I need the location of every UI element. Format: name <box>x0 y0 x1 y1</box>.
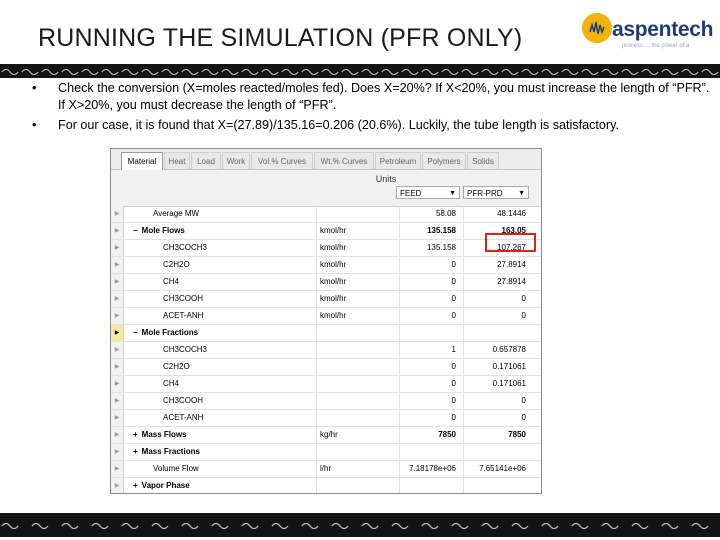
pfr-prd-value-cell: 0 <box>463 410 529 426</box>
pfr-prd-value-cell <box>463 478 529 494</box>
row-selector-icon[interactable]: ▶ <box>111 257 124 273</box>
unit-cell <box>316 376 400 392</box>
pfr-prd-value-cell: 107.267 <box>463 240 529 256</box>
expand-icon[interactable]: + <box>133 447 138 456</box>
table-row[interactable] <box>111 393 541 410</box>
table-row[interactable] <box>111 444 541 461</box>
row-selector-icon[interactable]: ▶ <box>111 393 124 409</box>
pfr-prd-value-cell: 0 <box>463 308 529 324</box>
decorative-band-bottom <box>0 513 720 537</box>
tab-material[interactable]: Material <box>121 152 163 170</box>
slide-title: RUNNING THE SIMULATION (PFR ONLY) <box>38 24 523 52</box>
table-row[interactable] <box>111 206 541 223</box>
tab-wt-curves[interactable]: Wt.% Curves <box>314 152 374 169</box>
property-name-text: Volume Flow <box>153 464 199 473</box>
pfr-prd-value-cell: 0.657878 <box>463 342 529 358</box>
property-name-text: C2H2O <box>163 362 190 371</box>
feed-value-cell: 0 <box>399 410 459 426</box>
row-selector-icon[interactable]: ▶ <box>111 308 124 324</box>
row-selector-icon[interactable]: ▶ <box>111 359 124 375</box>
row-selector-icon[interactable]: ▶ <box>111 342 124 358</box>
bullet-list <box>32 80 716 137</box>
property-name-cell <box>133 376 343 392</box>
unit-cell: kmol/hr <box>316 291 400 307</box>
row-selector-icon[interactable]: ▶ <box>111 478 124 494</box>
table-row[interactable] <box>111 274 541 291</box>
unit-cell <box>316 342 400 358</box>
table-row[interactable] <box>111 223 541 240</box>
logo-text: aspentech <box>612 18 714 41</box>
feed-value-cell <box>399 444 459 460</box>
feed-stream-label: FEED <box>400 189 422 198</box>
logo-tagline: process ... the power of a <box>622 43 690 49</box>
table-row[interactable] <box>111 240 541 257</box>
property-name-text: Mass Flows <box>141 430 187 439</box>
row-selector-icon[interactable]: ▶ <box>111 410 124 426</box>
property-name-text: Average MW <box>153 209 200 218</box>
property-name-cell <box>133 427 313 443</box>
row-selector-icon[interactable]: ▶ <box>111 444 124 460</box>
unit-cell: kmol/hr <box>316 274 400 290</box>
collapse-icon[interactable]: − <box>133 226 138 235</box>
property-name-cell <box>133 325 313 341</box>
unit-cell <box>316 478 400 494</box>
feed-value-cell: 0 <box>399 393 459 409</box>
pfr-prd-value-cell: 27.8914 <box>463 257 529 273</box>
pfr-prd-stream-selector[interactable] <box>463 186 529 199</box>
pfr-prd-value-cell: 0.171061 <box>463 376 529 392</box>
tab-vol-curves[interactable]: Vol.% Curves <box>251 152 313 169</box>
property-name-text: Vapor Phase <box>141 481 190 490</box>
property-name-text: CH3COCH3 <box>163 345 208 354</box>
tab-heat[interactable]: Heat <box>164 152 190 169</box>
property-name-cell <box>133 206 333 222</box>
row-selector-icon[interactable]: ▶ <box>111 206 124 222</box>
pfr-prd-value-cell <box>463 444 529 460</box>
property-name-cell <box>133 410 343 426</box>
feed-value-cell: 0 <box>399 274 459 290</box>
bullet-marker: • <box>32 118 37 132</box>
dropdown-arrow-icon: ▼ <box>518 190 525 197</box>
unit-cell: l/hr <box>316 461 400 477</box>
bullet-item <box>32 117 716 134</box>
property-name-text: CH3COCH3 <box>163 243 208 252</box>
table-row[interactable] <box>111 359 541 376</box>
property-name-cell <box>133 291 343 307</box>
property-name-cell <box>133 393 343 409</box>
table-row[interactable] <box>111 427 541 444</box>
logo-wave-icon <box>582 13 612 43</box>
row-selector-icon[interactable]: ▶ <box>111 291 124 307</box>
unit-cell <box>316 206 400 222</box>
row-selector-icon[interactable]: ▶ <box>111 461 124 477</box>
property-name-text: CH4 <box>163 277 180 286</box>
results-tab-bar <box>111 149 541 170</box>
property-name-cell <box>133 308 343 324</box>
property-name-cell <box>133 359 343 375</box>
feed-value-cell: 7850 <box>399 427 459 443</box>
tab-petroleum[interactable]: Petroleum <box>375 152 421 169</box>
property-name-text: CH3COOH <box>163 294 204 303</box>
unit-cell: kg/hr <box>316 427 400 443</box>
feed-value-cell: 7.18178e+06 <box>399 461 459 477</box>
unit-cell <box>316 410 400 426</box>
table-row[interactable] <box>111 257 541 274</box>
property-name-cell <box>133 444 313 460</box>
bullet-text: Check the conversion (X=moles reacted/moles fed). Does X=20%? If X<20%, you must increase the length of “PFR”. If X>20%, you must decrease the length of “PFR”. <box>58 81 710 112</box>
property-name-text: Mole Flows <box>141 226 185 235</box>
row-selector-icon[interactable]: ▶ <box>111 376 124 392</box>
row-selector-active-icon[interactable]: ▶ <box>111 325 124 341</box>
unit-cell: kmol/hr <box>316 223 400 239</box>
expand-icon[interactable]: + <box>133 430 138 439</box>
bullet-item <box>32 80 716 114</box>
unit-cell: kmol/hr <box>316 257 400 273</box>
table-row[interactable] <box>111 410 541 427</box>
property-name-cell <box>133 223 313 239</box>
unit-cell: kmol/hr <box>316 308 400 324</box>
row-selector-icon[interactable]: ▶ <box>111 274 124 290</box>
unit-cell <box>316 359 400 375</box>
property-name-text: C2H2O <box>163 260 190 269</box>
tab-load[interactable]: Load <box>191 152 221 169</box>
feed-stream-selector[interactable] <box>396 186 460 199</box>
feed-value-cell: 58.08 <box>399 206 459 222</box>
property-name-text: CH4 <box>163 379 180 388</box>
row-selector-icon[interactable]: ▶ <box>111 223 124 239</box>
property-name-cell <box>133 461 333 477</box>
feed-value-cell: 0 <box>399 376 459 392</box>
pfr-prd-stream-label: PFR-PRD <box>467 189 503 198</box>
decorative-band-top <box>0 64 720 78</box>
table-row[interactable] <box>111 291 541 308</box>
table-row[interactable] <box>111 342 541 359</box>
table-row[interactable] <box>111 461 541 478</box>
property-name-text: Mass Fractions <box>141 447 200 456</box>
pfr-prd-value-cell: 7850 <box>463 427 529 443</box>
property-name-cell <box>133 240 343 256</box>
pfr-prd-value-cell: 0.171061 <box>463 359 529 375</box>
feed-value-cell: 135.158 <box>399 240 459 256</box>
feed-value-cell: 0 <box>399 359 459 375</box>
feed-value-cell: 0 <box>399 291 459 307</box>
highlight-box <box>485 233 536 252</box>
tab-work[interactable]: Work <box>222 152 250 169</box>
collapse-icon[interactable]: − <box>133 328 138 337</box>
pfr-prd-value-cell: 0 <box>463 291 529 307</box>
property-name-cell <box>133 257 343 273</box>
feed-value-cell: 0 <box>399 257 459 273</box>
table-row[interactable] <box>111 325 541 342</box>
property-name-cell <box>133 274 343 290</box>
pfr-prd-value-cell: 7.65141e+06 <box>463 461 529 477</box>
feed-value-cell: 1 <box>399 342 459 358</box>
feed-value-cell <box>399 325 459 341</box>
dropdown-arrow-icon: ▼ <box>449 190 456 197</box>
tab-polymers[interactable]: Polymers <box>422 152 466 169</box>
unit-cell <box>316 393 400 409</box>
unit-cell <box>316 325 400 341</box>
row-selector-icon[interactable]: ▶ <box>111 427 124 443</box>
property-name-text: Mole Fractions <box>141 328 199 337</box>
table-row[interactable] <box>111 376 541 393</box>
feed-value-cell: 135.158 <box>399 223 459 239</box>
table-row[interactable] <box>111 308 541 325</box>
pfr-prd-value-cell: 0 <box>463 393 529 409</box>
units-column-header: Units <box>375 174 397 184</box>
row-selector-icon[interactable]: ▶ <box>111 240 124 256</box>
property-name-text: ACET-ANH <box>163 311 204 320</box>
unit-cell: kmol/hr <box>316 240 400 256</box>
feed-value-cell: 0 <box>399 308 459 324</box>
property-name-cell <box>133 478 313 494</box>
unit-cell <box>316 444 400 460</box>
property-name-text: ACET-ANH <box>163 413 204 422</box>
bullet-marker: • <box>32 81 37 95</box>
pfr-prd-value-cell <box>463 325 529 341</box>
tab-solids[interactable]: Solids <box>467 152 499 169</box>
aspentech-logo <box>582 11 714 55</box>
property-name-cell <box>133 342 343 358</box>
bullet-text: For our case, it is found that X=(27.89)/135.16=0.206 (20.6%). Luckily, the tube length is satisfactory. <box>58 118 619 132</box>
pfr-prd-value-cell: 163.05 <box>463 223 529 239</box>
grid-header <box>111 170 541 207</box>
feed-value-cell <box>399 478 459 494</box>
expand-icon[interactable]: + <box>133 481 138 490</box>
aspen-results-screenshot <box>110 148 542 494</box>
property-name-text: CH3COOH <box>163 396 204 405</box>
table-row[interactable] <box>111 478 541 494</box>
pfr-prd-value-cell: 27.8914 <box>463 274 529 290</box>
pfr-prd-value-cell: 48.1446 <box>463 206 529 222</box>
